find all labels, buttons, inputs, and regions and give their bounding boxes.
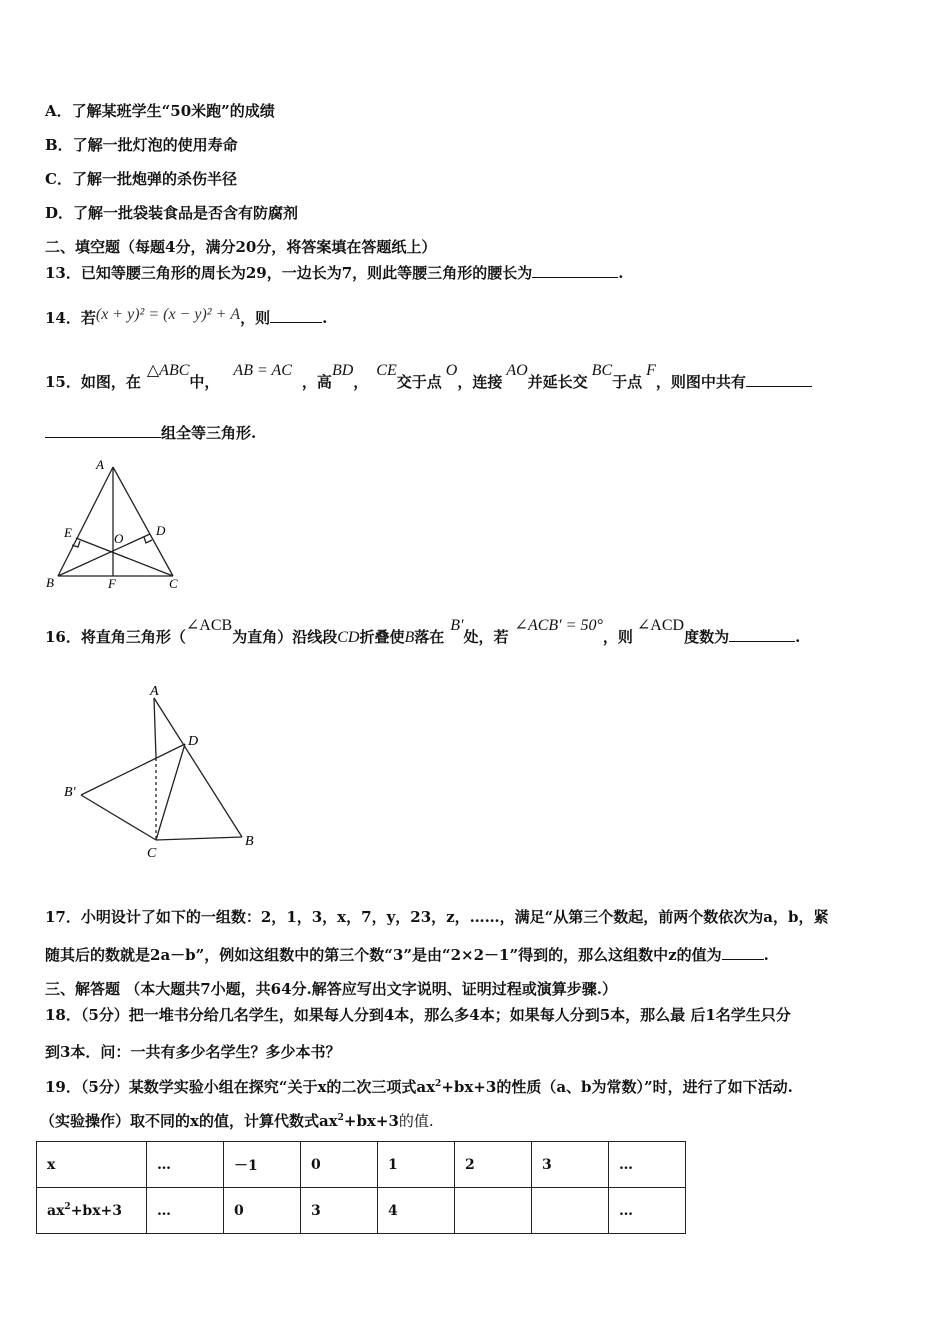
- answer-blank: [45, 423, 161, 438]
- q15-text: ，: [353, 373, 369, 391]
- question-15-line2: [45, 423, 256, 443]
- table-cell: 2: [455, 1142, 532, 1188]
- table-cell: …: [147, 1142, 224, 1188]
- label-a: A: [150, 684, 159, 699]
- table-cell: 1: [378, 1142, 455, 1188]
- q16-text: 度数为: [684, 628, 730, 646]
- segment-bd: [58, 534, 150, 576]
- question-17-line2: 随其后的数就是2a－b”，例如这组数中的第三个数“3”是由“2×2－1”得到的，那么这组数中z的值为 .: [45, 946, 769, 964]
- q16-math: B′: [450, 617, 464, 634]
- value-table: [36, 1141, 686, 1234]
- table-cell: [37, 1188, 147, 1234]
- label-f: F: [108, 576, 116, 591]
- q15-text: 15．如图，在: [45, 373, 141, 391]
- q19-text: 19．（5分）某数学实验小组在探究“关于x的二次三项式ax: [45, 1078, 436, 1096]
- q15-math: BD: [331, 362, 354, 379]
- figure-q16: [55, 680, 275, 870]
- table-cell: －1: [224, 1142, 301, 1188]
- question-15: [45, 362, 812, 393]
- q15-math: △ABC: [146, 362, 190, 379]
- table-cell: …: [609, 1142, 686, 1188]
- table-cell: …: [147, 1188, 224, 1234]
- question-18-line1: 18．（5分）把一堆书分给几名学生，如果每人分到4本，那么多4本；如果每人分到5本，那么最 后1名学生只分: [45, 1006, 791, 1024]
- table-cell: 3: [532, 1142, 609, 1188]
- q16-text: ，则: [602, 628, 633, 646]
- q14-prefix: 14．若: [45, 309, 96, 327]
- superscript: 2: [435, 1079, 442, 1089]
- answer-blank: [270, 308, 322, 323]
- right-angle-mark-d: [144, 537, 152, 543]
- row-head-text: +bx+3: [70, 1202, 123, 1219]
- answer-blank: [746, 372, 812, 387]
- q15-text: 组全等三角形.: [161, 424, 257, 442]
- q15-text: 于点: [612, 373, 643, 391]
- answer-blank: [722, 945, 764, 960]
- q15-math: AO: [506, 362, 528, 379]
- q16-text: 折叠使: [359, 628, 405, 646]
- q15-math: AB = AC: [233, 362, 292, 379]
- question-19-line2: [40, 1111, 434, 1134]
- row-head-text: ax: [47, 1202, 65, 1219]
- table-row: [37, 1142, 686, 1188]
- question-17-line1: 17．小明设计了如下的一组数：2，1，3，x，7，y，23，z，……，满足“从第三个数起，前两个数依次为a，b，紧: [45, 908, 829, 926]
- segment-cb: [156, 837, 242, 840]
- option-b: B．了解一批灯泡的使用寿命: [45, 136, 238, 154]
- q15-text: 中，: [189, 373, 220, 391]
- q15-math: F: [646, 362, 656, 379]
- table-row: [37, 1188, 686, 1234]
- question-13: 13．已知等腰三角形的周长为29，一边长为7，则此等腰三角形的腰长为 .: [45, 264, 624, 282]
- table-cell: 0: [301, 1142, 378, 1188]
- section3-heading: 三、解答题 （本大题共7小题，共64分.解答应写出文字说明、证明过程或演算步骤.）: [45, 980, 617, 998]
- option-c: C．了解一批炮弹的杀伤半径: [45, 170, 237, 188]
- label-c: C: [147, 846, 157, 861]
- q15-text: ，高: [301, 373, 332, 391]
- label-o: O: [114, 531, 124, 546]
- q15-text: ，连接: [457, 373, 503, 391]
- q19-text: +bx+3: [343, 1112, 399, 1130]
- q15-text: 交于点: [396, 373, 442, 391]
- table-cell: [455, 1188, 532, 1234]
- side-ab: [58, 467, 113, 576]
- q14-suffix: ，则: [240, 309, 271, 327]
- q16-math: B: [404, 629, 415, 646]
- segment-dc: [156, 744, 185, 840]
- question-18-line2: 到3本．问：一共有多少名学生？多少本书？: [45, 1043, 341, 1061]
- q16-math: CD: [337, 629, 360, 646]
- table-cell: 4: [378, 1188, 455, 1234]
- q15-text: ，则图中共有: [655, 373, 746, 391]
- answer-blank: [729, 627, 795, 642]
- superscript: 2: [337, 1113, 344, 1123]
- table-cell: 3: [301, 1188, 378, 1234]
- label-b: B: [245, 834, 254, 849]
- segment-ab: [154, 698, 242, 837]
- figure-q15: [40, 455, 190, 595]
- table-cell: …: [609, 1188, 686, 1234]
- segment-ad: [154, 698, 156, 758]
- q19-text: +bx+3的性质（a、b为常数）”时，进行了如下活动.: [441, 1078, 793, 1096]
- section2-heading: 二、填空题（每题4分，满分20分，将答案填在答题纸上）: [45, 238, 437, 256]
- table-cell: 0: [224, 1188, 301, 1234]
- side-ac: [113, 467, 173, 576]
- segment-ce: [76, 538, 173, 576]
- table-cell: [532, 1188, 609, 1234]
- q16-text: 为直角）沿线段: [232, 628, 338, 646]
- superscript: 2: [64, 1201, 71, 1212]
- q16-math: ∠ACB′ = 50°: [514, 617, 603, 634]
- label-e: E: [64, 525, 72, 540]
- q15-math: CE: [376, 362, 397, 379]
- label-a: A: [96, 457, 104, 472]
- q19-text: 的值.: [398, 1112, 434, 1130]
- label-b-prime: B′: [64, 785, 76, 800]
- q14-formula: (x + y)² = (x − y)² + A: [95, 306, 241, 323]
- q16-text: 处，若: [463, 628, 509, 646]
- table-cell: x: [37, 1142, 147, 1188]
- label-b: B: [46, 575, 54, 590]
- option-a: A．了解某班学生“50米跑”的成绩: [45, 102, 275, 120]
- segment-bp-d: [81, 744, 185, 795]
- question-19-line1: [45, 1077, 793, 1100]
- label-c: C: [169, 576, 178, 591]
- q15-text: 并延长交: [527, 373, 588, 391]
- q16-math: ∠ACB: [185, 617, 233, 634]
- q15-math: BC: [591, 362, 613, 379]
- segment-bp-c: [81, 795, 156, 840]
- q16-text: 落在: [414, 628, 445, 646]
- q16-math: ∠ACD: [636, 617, 685, 634]
- question-16: 16．将直角三角形（∠ACB为直角）沿线段CD折叠使B落在B′处，若∠ACB′ = 50°，则∠ACD度数为 .: [45, 617, 801, 646]
- q13-text: 13．已知等腰三角形的周长为29，一边长为7，则此等腰三角形的腰长为: [45, 264, 533, 282]
- question-14: 14．若(x + y)² = (x − y)² + A，则 .: [45, 306, 328, 327]
- label-d: D: [156, 523, 166, 538]
- option-d: D．了解一批袋装食品是否含有防腐剂: [45, 204, 299, 222]
- q16-text: 16．将直角三角形（: [45, 628, 186, 646]
- q17-text: 随其后的数就是2a－b”，例如这组数中的第三个数“3”是由“2×2－1”得到的，那么这组数中z的值为: [45, 946, 722, 964]
- label-d: D: [188, 734, 199, 749]
- answer-blank: [532, 263, 618, 278]
- q19-text: （实验操作）取不同的x的值，计算代数式ax: [40, 1112, 338, 1130]
- q15-math: O: [445, 362, 458, 379]
